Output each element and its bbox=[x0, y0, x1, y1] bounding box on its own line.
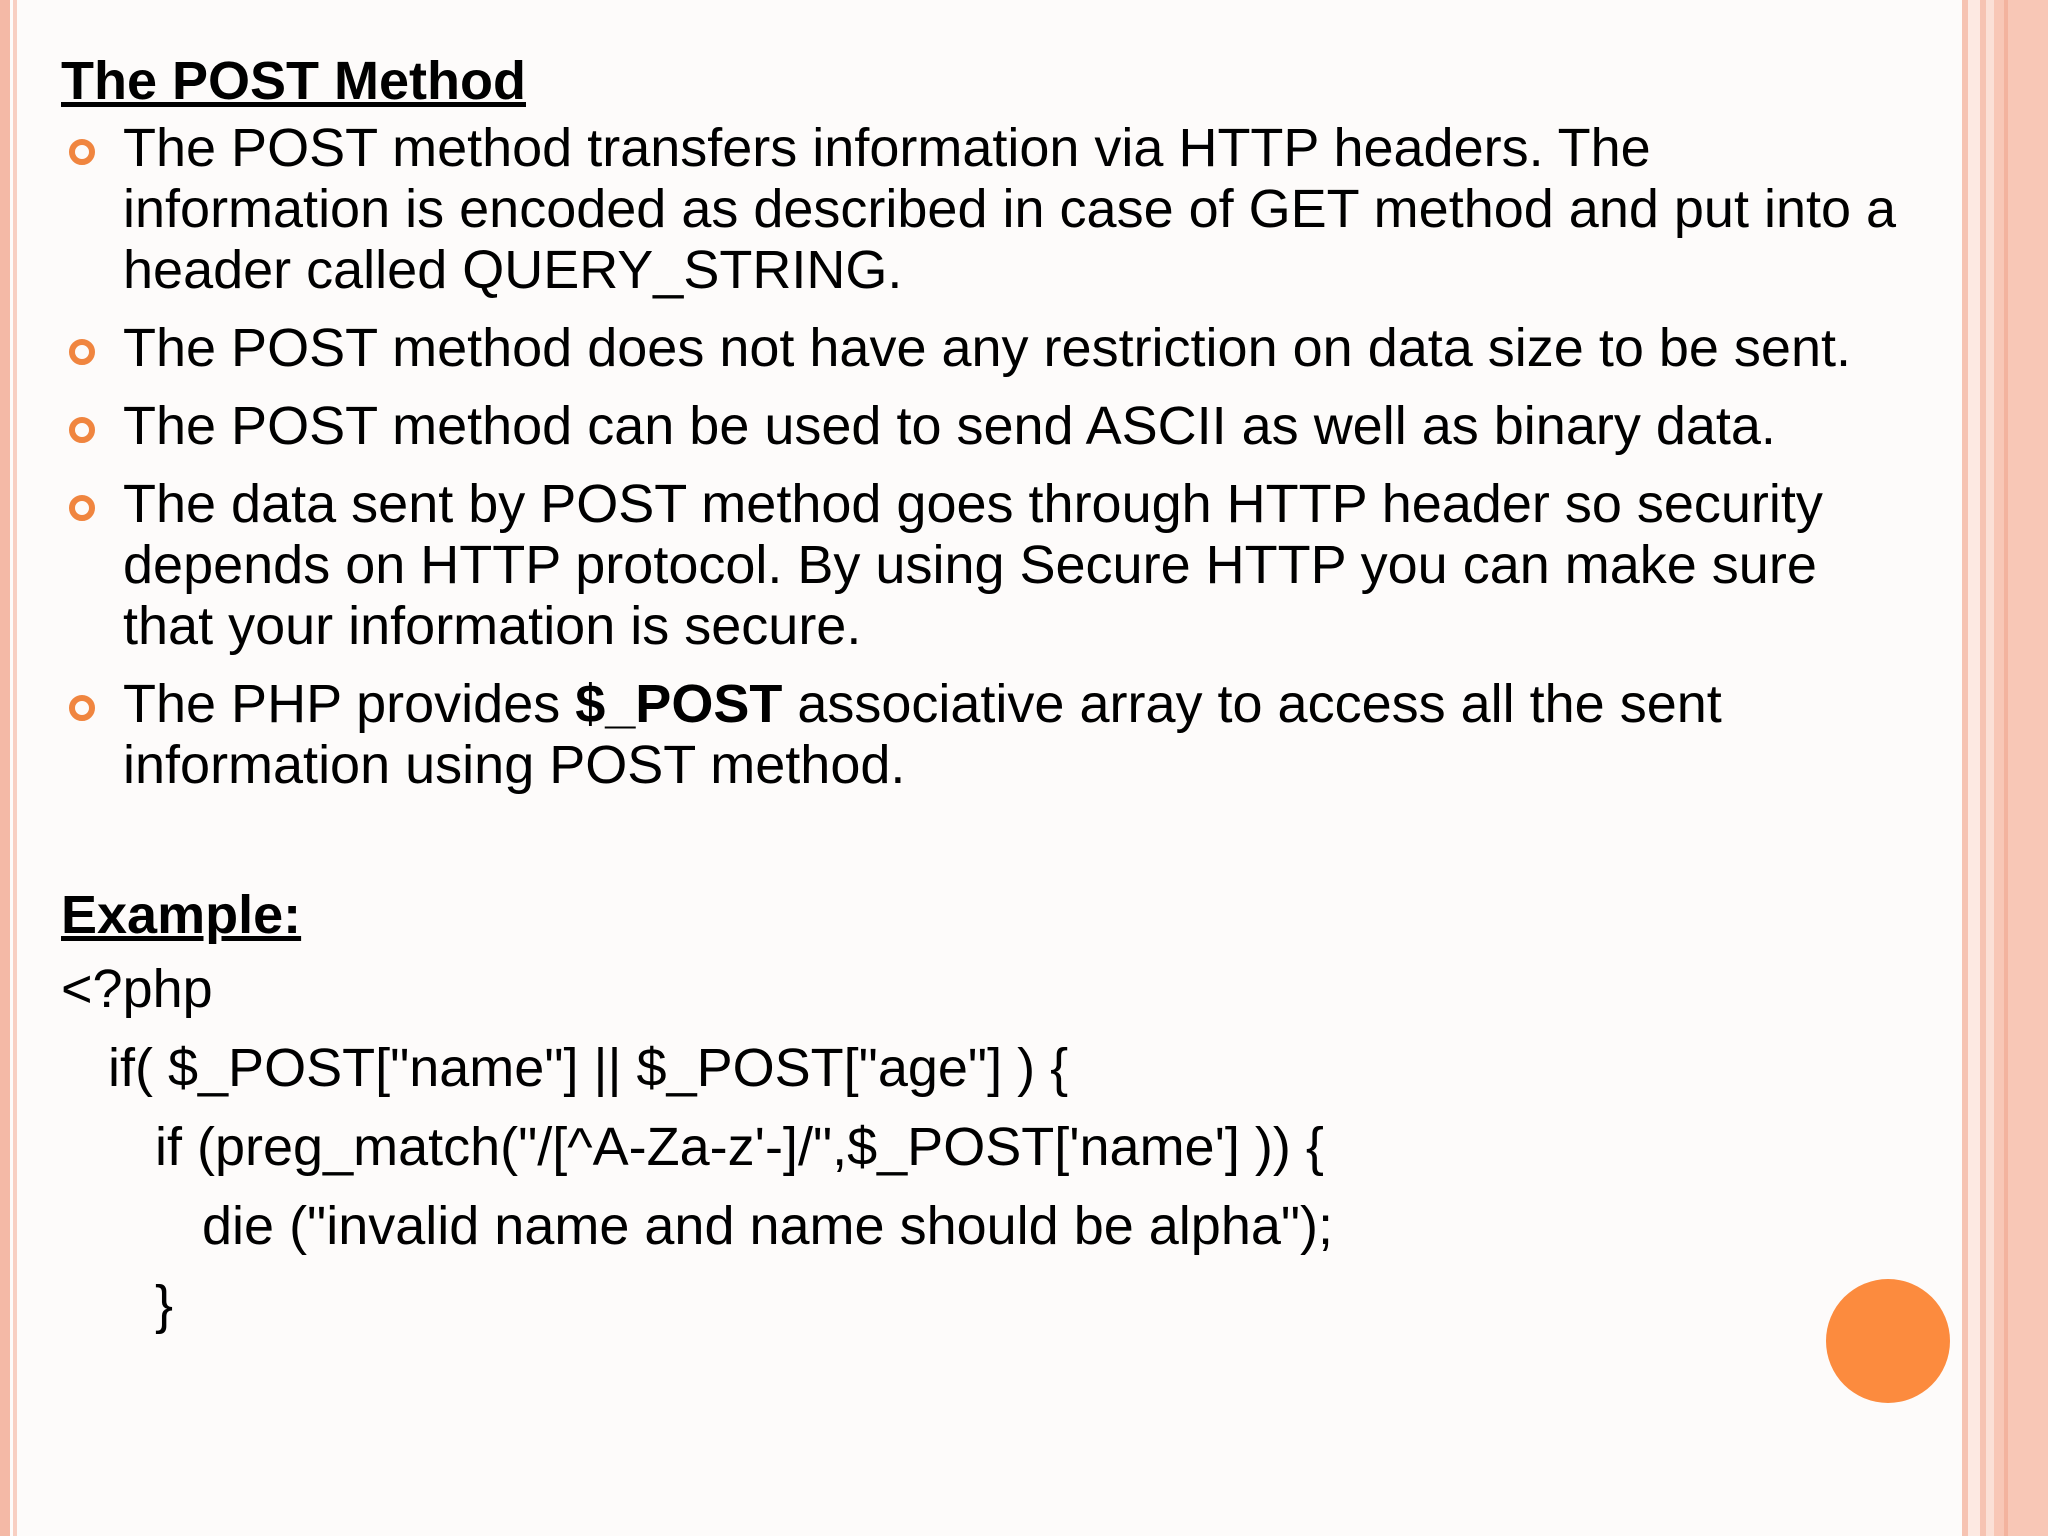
code-line: if (preg_match("/[^A-Za-z'-]/",$_POST['name'] )) { bbox=[155, 1117, 1324, 1177]
bullet-line: information using POST method. bbox=[123, 735, 906, 795]
bullet-line: The POST method transfers information via HTTP headers. The bbox=[123, 118, 1651, 178]
left-border-inner bbox=[13, 0, 17, 1536]
bullet-line bbox=[123, 674, 2043, 735]
bullet-text: The PHP provides bbox=[123, 674, 576, 734]
circle-bullet-icon bbox=[69, 495, 95, 521]
slide-content bbox=[61, 46, 1981, 1345]
bullet-item bbox=[61, 474, 2043, 657]
bullet-line: The POST method can be used to send ASCII as well as binary data. bbox=[123, 396, 1776, 456]
code-line: <?php bbox=[61, 959, 213, 1019]
bullet-item bbox=[61, 318, 2043, 379]
code-block bbox=[61, 950, 1981, 1345]
bullet-item bbox=[61, 118, 2043, 301]
bullet-item bbox=[61, 396, 2043, 457]
bullet-line: information is encoded as described in case of GET method and put into a bbox=[123, 179, 1897, 239]
bullet-line: The data sent by POST method goes through HTTP header so security bbox=[123, 474, 1823, 534]
bullet-line: that your information is secure. bbox=[123, 596, 862, 656]
post-array-keyword: $_POST bbox=[575, 674, 783, 734]
circle-bullet-icon bbox=[69, 695, 95, 721]
example-heading: Example: bbox=[61, 885, 302, 945]
bullet-line: The POST method does not have any restriction on data size to be sent. bbox=[123, 318, 1851, 378]
bullet-text: associative array to access all the sent bbox=[782, 674, 1722, 734]
circle-bullet-icon bbox=[69, 417, 95, 443]
bullet-item bbox=[61, 674, 2043, 796]
code-line: die ("invalid name and name should be alpha"); bbox=[202, 1196, 1334, 1256]
bullet-line: header called QUERY_STRING. bbox=[123, 240, 903, 300]
code-line: } bbox=[155, 1275, 174, 1335]
circle-bullet-icon bbox=[69, 339, 95, 365]
slide-title: The POST Method bbox=[61, 51, 526, 111]
bullet-line: depends on HTTP protocol. By using Secure HTTP you can make sure bbox=[123, 535, 1817, 595]
bullet-list bbox=[61, 118, 1981, 796]
code-line: if( $_POST["name"] || $_POST["age"] ) { bbox=[108, 1038, 1069, 1098]
circle-bullet-icon bbox=[69, 139, 95, 165]
left-border-outer bbox=[0, 0, 10, 1536]
